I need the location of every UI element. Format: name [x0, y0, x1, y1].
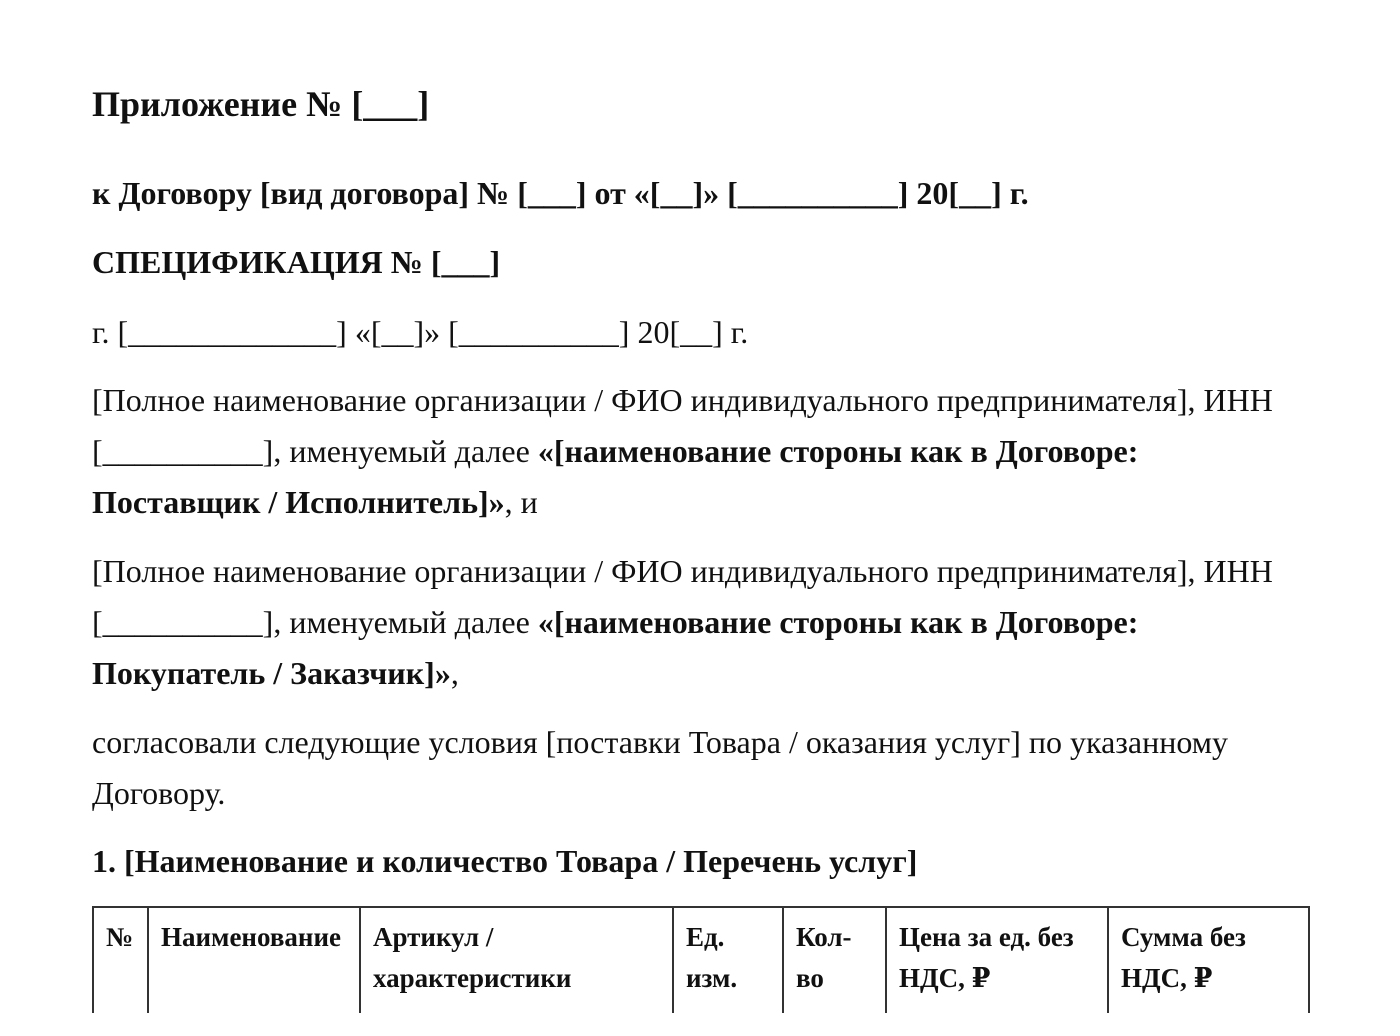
appendix-title: Приложение № [___] [92, 84, 430, 124]
section-1-heading: 1. [Наименование и количество Товара / Перечень услуг] [92, 843, 918, 879]
place-and-date: г. [_____________] «[__]» [__________] 20[__] г. [92, 314, 749, 350]
party-supplier-tail: , и [504, 484, 538, 520]
table-header-row [93, 907, 1309, 1013]
column-header-number: № [93, 907, 148, 1013]
party-buyer-paragraph [92, 546, 1308, 699]
party-supplier-role: «[наименование стороны как в Договоре: Поставщик / Исполнитель]» [92, 433, 1139, 520]
agreed-terms-paragraph: согласовали следующие условия [поставки Товара / оказания услуг] по указанному Договору. [92, 724, 1228, 811]
party-buyer-text: [Полное наименование организации / ФИО индивидуального предпринимателя], ИНН [__________], именуемый далее [92, 553, 1273, 640]
specification-table [92, 906, 1310, 1013]
party-supplier-paragraph [92, 375, 1308, 528]
specification-title: СПЕЦИФИКАЦИЯ № [___] [92, 244, 501, 280]
party-buyer-role: «[наименование стороны как в Договоре: Покупатель / Заказчик]» [92, 604, 1139, 691]
contract-reference: к Договору [вид договора] № [___] от «[__]» [__________] 20[__] г. [92, 175, 1029, 211]
column-header-unit: Ед. изм. [673, 907, 783, 1013]
column-header-total: Сумма без НДС, ₽ [1108, 907, 1309, 1013]
party-supplier-text: [Полное наименование организации / ФИО индивидуального предпринимателя], ИНН [__________], именуемый далее [92, 382, 1273, 469]
column-header-quantity: Кол-во [783, 907, 886, 1013]
column-header-name: Наименование [148, 907, 360, 1013]
column-header-unit-price: Цена за ед. без НДС, ₽ [886, 907, 1108, 1013]
column-header-article: Артикул / характеристики [360, 907, 673, 1013]
party-buyer-tail: , [450, 655, 459, 691]
